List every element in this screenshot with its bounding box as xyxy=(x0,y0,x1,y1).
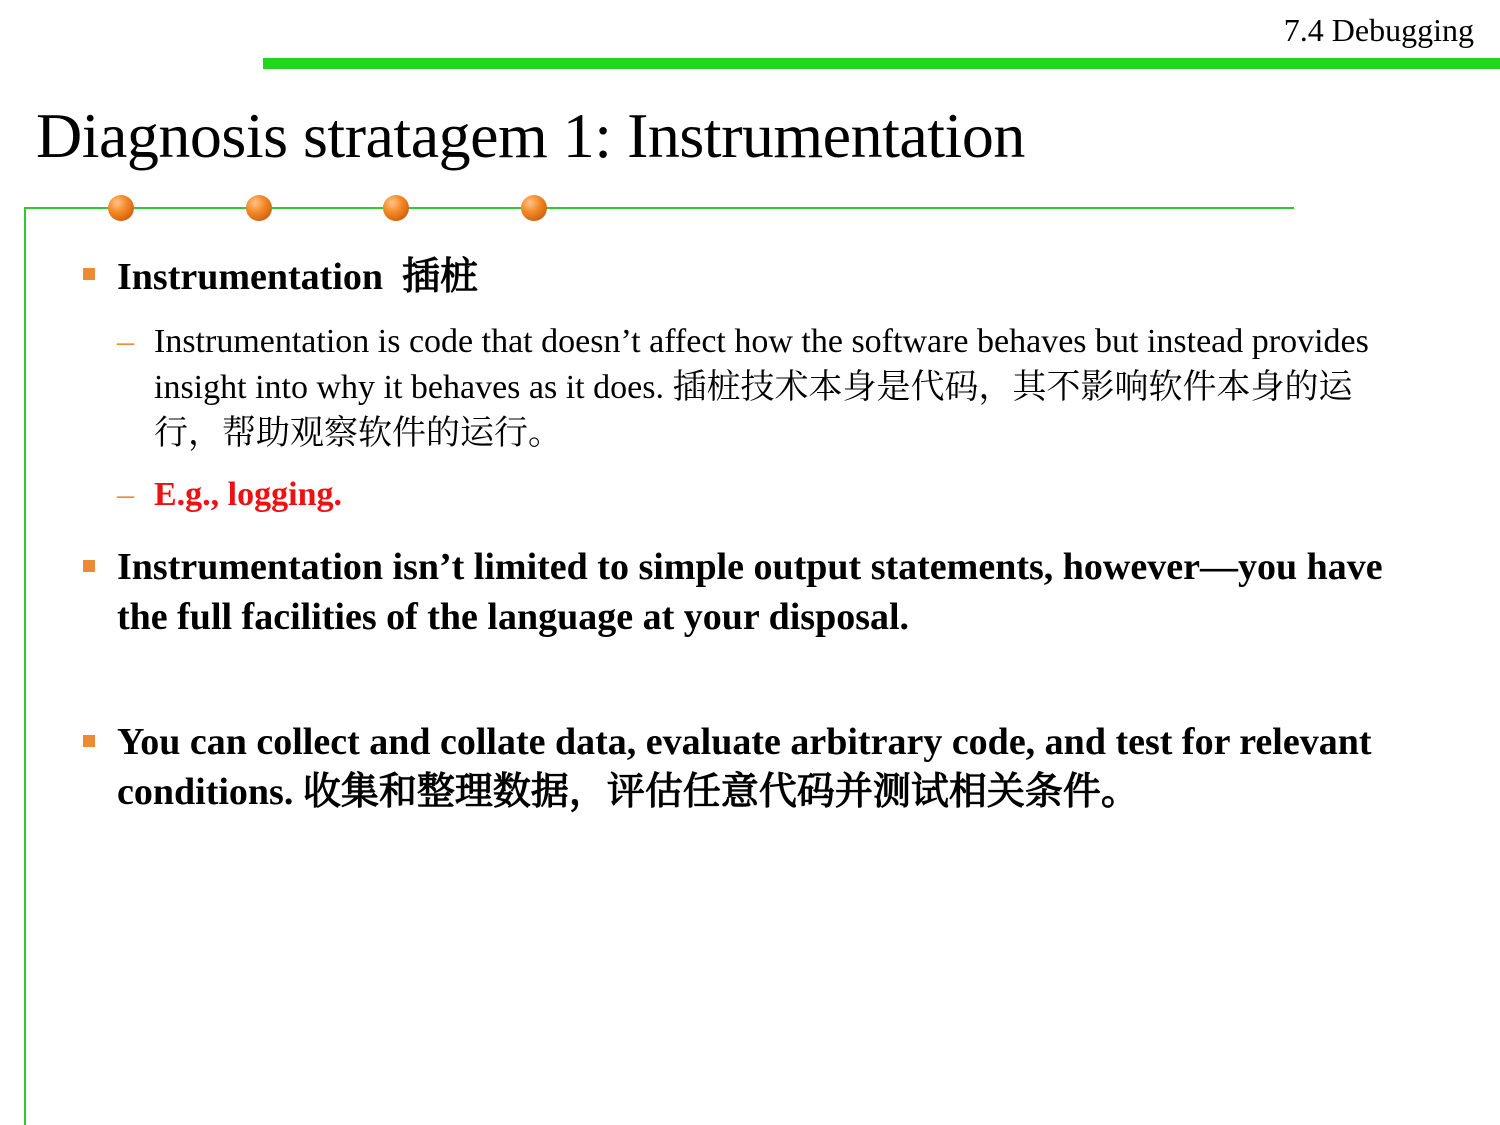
bullet-square-icon xyxy=(83,268,95,280)
bullet-2-text: Instrumentation isn’t limited to simple output statements, however—you have the full facilities of the language at your disposal. xyxy=(117,546,1383,638)
dash-icon: – xyxy=(117,476,134,513)
bullet-1-sub-1-text: Instrumentation is code that doesn’t affect how the software behaves but instead provides insight into why it behaves as it does. 插桩技术本身是代码，其不影响软件本身的运行，帮助观察软件的运行。 xyxy=(154,323,1369,452)
section-label: 7.4 Debugging xyxy=(1283,12,1474,48)
bullet-square-icon xyxy=(83,735,95,747)
bullet-1-text: Instrumentation 插桩 xyxy=(117,256,479,298)
page-title: Diagnosis stratagem 1: Instrumentation xyxy=(36,100,1025,171)
bullet-square-icon xyxy=(83,560,95,572)
bullet-1-sub-2-text: E.g., logging. xyxy=(154,476,342,513)
dash-icon: – xyxy=(117,323,134,360)
bullet-3-text: You can collect and collate data, evaluate arbitrary code, and test for relevant conditions. 收集和整理数据，评估任意代码并测试相关条件。 xyxy=(117,721,1372,813)
